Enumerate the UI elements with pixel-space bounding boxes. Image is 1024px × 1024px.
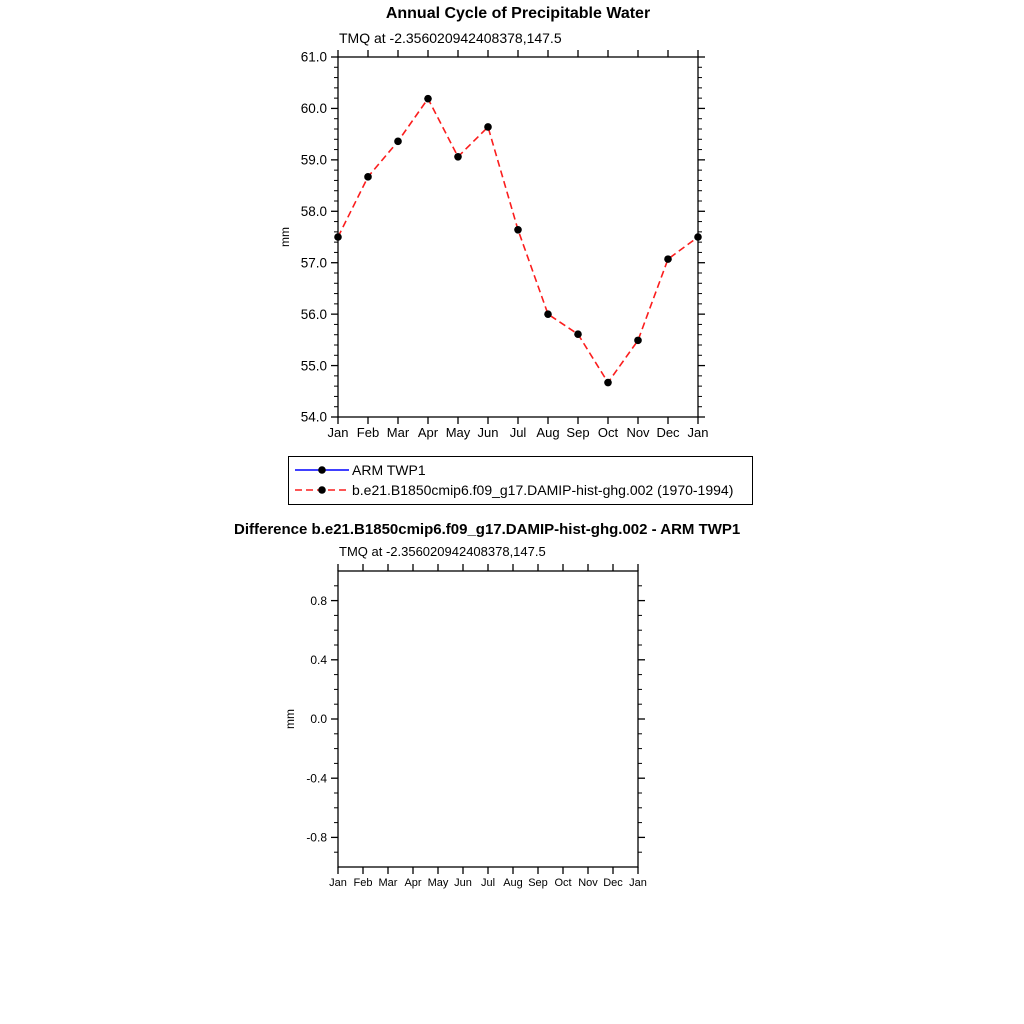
svg-text:Jun: Jun (477, 425, 499, 440)
svg-text:Aug: Aug (503, 877, 523, 889)
svg-text:57.0: 57.0 (300, 255, 327, 271)
svg-text:Feb: Feb (353, 877, 373, 889)
svg-text:Sep: Sep (528, 877, 548, 889)
svg-text:0.4: 0.4 (310, 653, 327, 667)
svg-text:Jul: Jul (480, 877, 496, 889)
svg-text:Oct: Oct (597, 425, 619, 440)
legend-label-obs: ARM TWP1 (352, 462, 426, 478)
svg-text:60.0: 60.0 (300, 101, 327, 117)
model-line-sample-icon (294, 481, 350, 499)
svg-text:-0.4: -0.4 (306, 771, 327, 786)
svg-text:54.0: 54.0 (300, 409, 327, 425)
svg-text:Dec: Dec (656, 425, 680, 440)
svg-text:Mar: Mar (378, 877, 398, 889)
obs-line-sample-icon (294, 461, 350, 479)
legend-row-obs (294, 460, 748, 480)
svg-text:Apr: Apr (417, 425, 439, 440)
svg-text:Jun: Jun (454, 877, 472, 889)
svg-text:0.0: 0.0 (310, 712, 327, 727)
annual-cycle-title: Annual Cycle of Precipitable Water (385, 5, 651, 22)
annual-cycle-plot (0, 0, 1024, 455)
difference-plot (0, 560, 1024, 900)
svg-text:Nov: Nov (578, 877, 598, 889)
svg-text:59.0: 59.0 (300, 152, 327, 168)
plot-frame (338, 571, 638, 867)
svg-text:Feb: Feb (356, 425, 380, 440)
plot-frame (338, 57, 698, 417)
y-axis-label: mm (283, 709, 297, 729)
y-axis-label: mm (278, 227, 292, 247)
x-axis (328, 50, 709, 440)
data-series-1 (334, 95, 702, 386)
svg-text:Oct: Oct (554, 877, 572, 889)
y-axis (301, 50, 705, 425)
svg-text:56.0: 56.0 (300, 306, 327, 322)
svg-text:Mar: Mar (386, 425, 410, 440)
legend-label-model: b.e21.B1850cmip6.f09_g17.DAMIP-hist-ghg.002 (1970-1994) (352, 482, 734, 498)
svg-text:-0.8: -0.8 (306, 830, 327, 845)
svg-text:58.0: 58.0 (300, 204, 327, 220)
svg-text:Jan: Jan (329, 877, 347, 889)
svg-text:0.8: 0.8 (310, 593, 327, 608)
svg-text:Jan: Jan (687, 425, 709, 440)
svg-text:Dec: Dec (603, 877, 623, 889)
y-axis (306, 586, 645, 852)
svg-text:Jan: Jan (629, 877, 647, 889)
difference-subtitle: TMQ at -2.356020942408378,147.5 (339, 544, 546, 559)
x-axis (329, 564, 647, 889)
svg-text:Sep: Sep (566, 425, 590, 440)
svg-text:Nov: Nov (626, 425, 650, 440)
svg-text:Jul: Jul (509, 425, 527, 440)
difference-title: Difference b.e21.B1850cmip6.f09_g17.DAMIP-hist-ghg.002 - ARM TWP1 (234, 521, 741, 538)
svg-text:May: May (427, 877, 449, 889)
svg-text:55.0: 55.0 (300, 358, 327, 374)
annual-cycle-subtitle: TMQ at -2.356020942408378,147.5 (339, 30, 562, 46)
legend-box (288, 456, 753, 505)
svg-text:Aug: Aug (536, 425, 560, 440)
svg-text:Apr: Apr (404, 877, 422, 889)
legend-row-model (294, 480, 748, 500)
svg-text:May: May (445, 425, 471, 440)
svg-text:61.0: 61.0 (300, 49, 327, 65)
svg-text:Jan: Jan (327, 425, 349, 440)
